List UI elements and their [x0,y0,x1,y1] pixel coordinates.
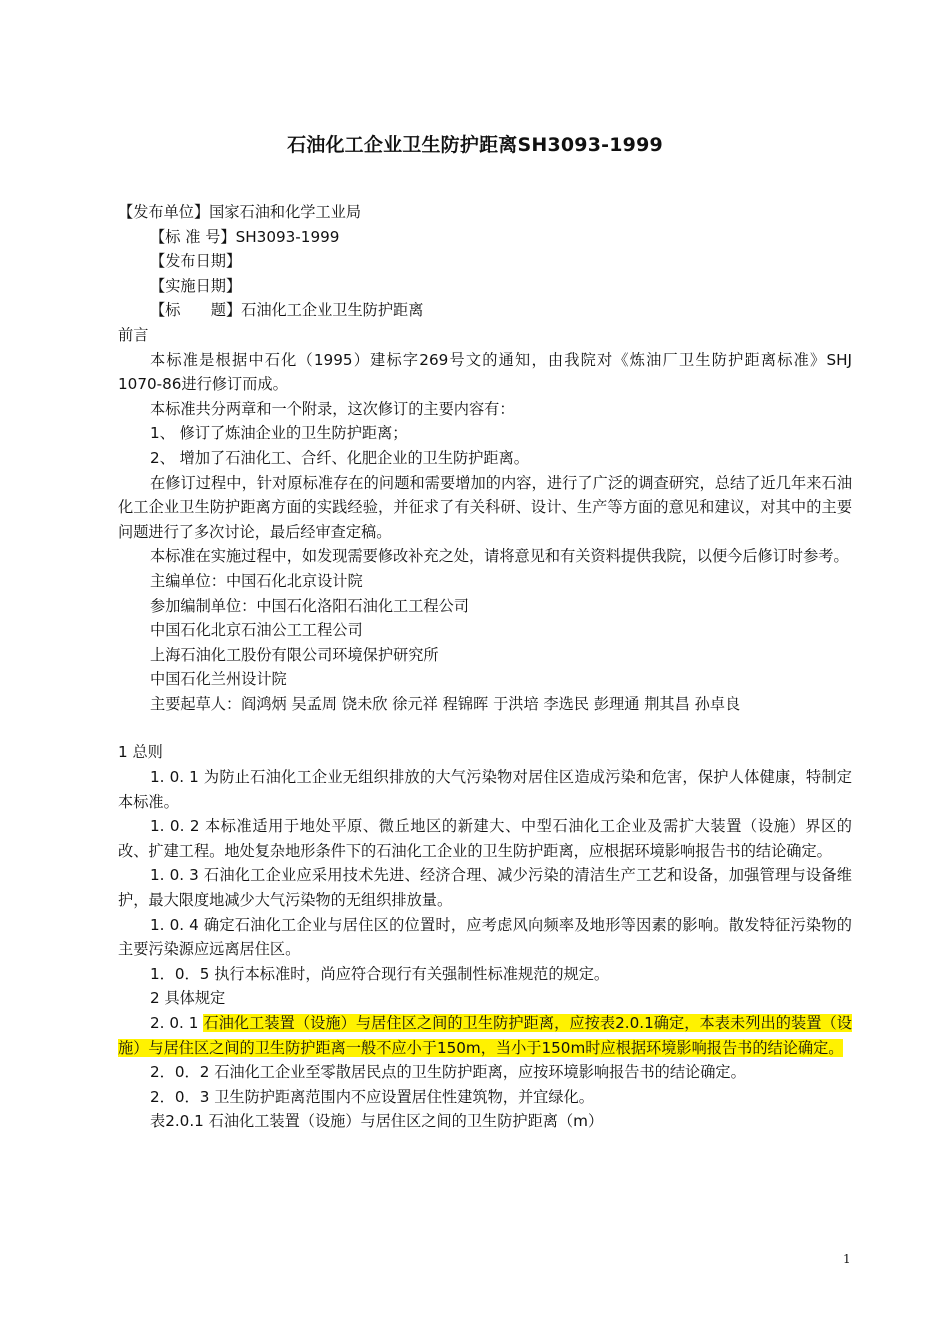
clause-1-0-5: 1．0．5 执行本标准时，尚应符合现行有关强制性标准规范的规定。 [150,964,610,983]
meta-standard-no: 【标 准 号】SH3093-1999 [150,227,340,246]
chapter1-heading: 1 总则 [118,743,163,762]
chapter2-heading: 2 具体规定 [150,989,226,1008]
preface-p1: 本标准是根据中石化（1995）建标字269号文的通知，由我院对《炼油厂卫生防护距离标准》SHJ 1070-86进行修订而成。 [118,350,852,394]
preface-chief-unit: 主编单位：中国石化北京设计院 [150,571,363,590]
preface-unit-4: 中国石化兰州设计院 [150,670,287,689]
document-title: 石油化工企业卫生防护距离SH3093-1999 [287,134,663,156]
clause-2-0-1 [118,1011,852,1060]
preface-p3: 在修订过程中，针对原标准存在的问题和需要增加的内容，进行了广泛的调查研究，总结了近几年来石油化工企业卫生防护距离方面的实践经验，并征求了有关科研、设计、生产等方面的意见和建议，对其中的主要问题进行了多次讨论，最后经审查定稿。 [118,473,852,541]
meta-publish-date: 【发布日期】 [150,252,242,271]
preface-item-2: 2、 增加了石油化工、合纤、化肥企业的卫生防护距离。 [150,448,529,467]
clause-1-0-3: 1. 0. 3 石油化工企业应采用技术先进、经济合理、减少污染的清洁生产工艺和设备，加强管理与设备维护，最大限度地减少大气污染物的无组织排放量。 [118,866,852,910]
clause-1-0-1: 1. 0. 1 为防止石油化工企业无组织排放的大气污染物对居住区造成污染和危害，保护人体健康，特制定本标准。 [118,768,852,811]
clause-2-0-1-highlighted-text: 石油化工装置（设施）与居住区之间的卫生防护距离，应按表2.0.1确定，本表未列出的装置（设施）与居住区之间的卫生防护距离一般不应小于150m，当小于150m时应根据环境影响报告书的结论确定。 [118,1014,852,1057]
preface-item-1: 1、 修订了炼油企业的卫生防护距离； [150,424,408,443]
clause-1-0-4: 1. 0. 4 确定石油化工企业与居住区的位置时，应考虑风向频率及地形等因素的影响。散发特征污染物的主要污染源应远离居住区。 [118,915,852,959]
document-body [118,200,852,1134]
spacer [118,716,852,740]
table-caption: 表2.0.1 石油化工装置（设施）与居住区之间的卫生防护距离（m） [150,1112,604,1131]
preface-p2: 本标准共分两章和一个附录，这次修订的主要内容有： [150,399,515,418]
preface-unit-2: 中国石化北京石油公工工程公司 [150,621,363,640]
page-number: 1 [843,1252,851,1266]
preface-participants: 参加编制单位：中国石化洛阳石油化工工程公司 [150,596,469,615]
preface-unit-3: 上海石油化工股份有限公司环境保护研究所 [150,645,439,664]
preface-heading: 前言 [118,325,149,344]
meta-publisher: 【发布单位】国家石油和化学工业局 [118,203,361,221]
meta-title: 【标 题】石油化工企业卫生防护距离 [150,301,424,320]
preface-drafters: 主要起草人：阎鸿炳 吴孟周 饶未欣 徐元祥 程锦晖 于洪培 李选民 彭理通 荆其昌 孙卓良 [150,694,741,713]
clause-2-0-2: 2．0．2 石油化工企业至零散居民点的卫生防护距离，应按环境影响报告书的结论确定。 [150,1063,746,1082]
clause-2-0-3: 2．0．3 卫生防护距离范围内不应设置居住性建筑物，并宜绿化。 [150,1087,594,1106]
preface-p4: 本标准在实施过程中，如发现需要修改补充之处，请将意见和有关资料提供我院，以便今后修订时参考。 [150,547,849,566]
meta-impl-date: 【实施日期】 [150,276,242,295]
clause-1-0-2: 1. 0. 2 本标准适用于地处平原、微丘地区的新建大、中型石油化工企业及需扩大装置（设施）界区的改、扩建工程。地处复杂地形条件下的石油化工企业的卫生防护距离，应根据环境影响报告书的结论确定。 [118,817,852,860]
clause-2-0-1-number: 2. 0. 1 [150,1014,204,1032]
